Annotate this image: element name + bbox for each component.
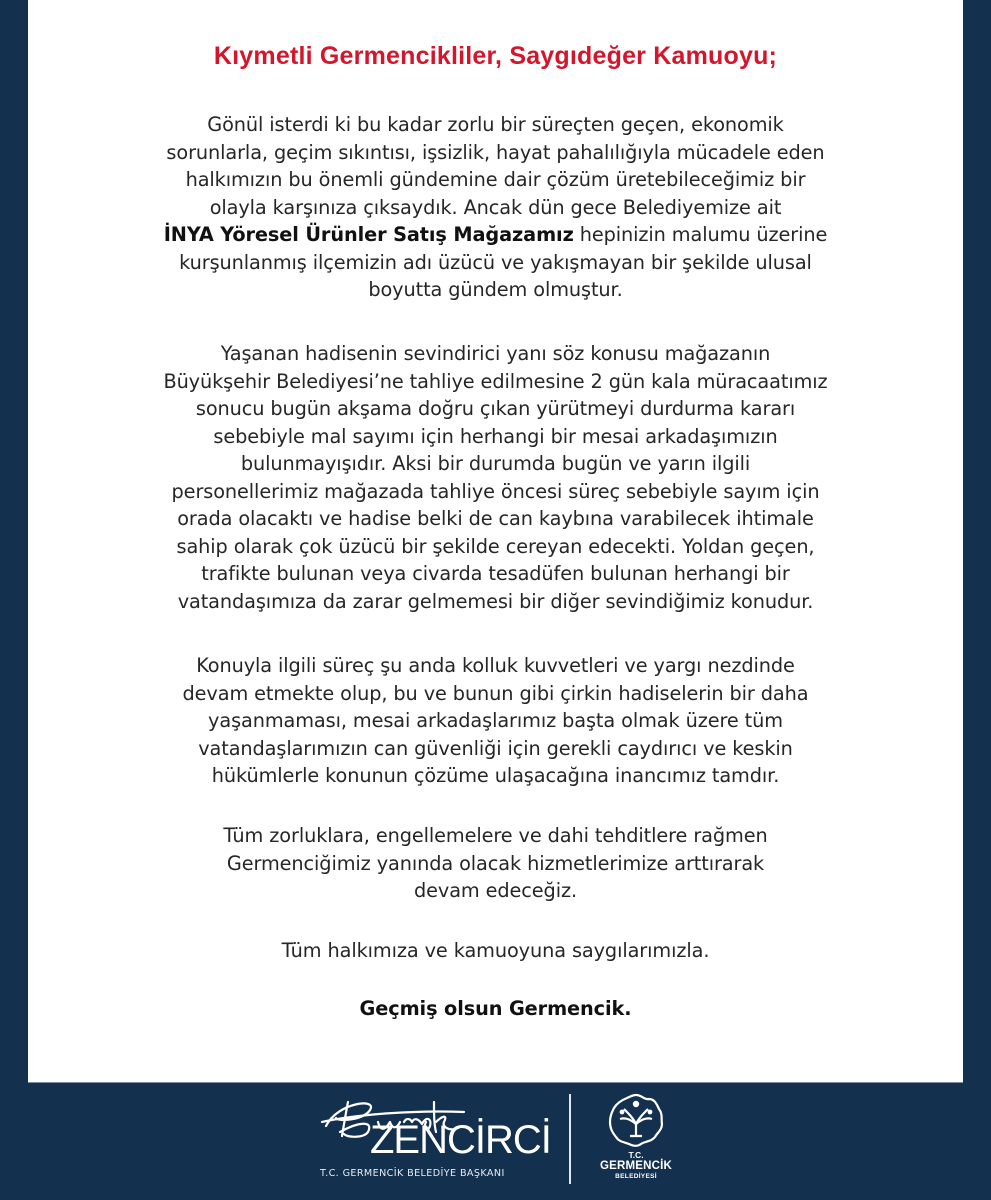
text-line: Geçmiş olsun Germencik.	[359, 997, 632, 1020]
footer-divider	[569, 1094, 571, 1184]
text-line: bulunmayışıdır. Aksi bir durumda bugün ve yarın ilgili	[240, 452, 751, 475]
paragraph-2	[88, 340, 903, 615]
text-line: olayla karşınıza çıksaydık. Ancak dün gece Belediyemize ait	[209, 195, 782, 219]
text-line: orada olacaktı ve hadise belki de can kaybına varabilecek ihtimale	[177, 507, 814, 530]
text-line: Yaşanan hadisenin sevindirici yanı söz konusu mağazanın	[220, 342, 771, 365]
municipality-logo	[592, 1092, 680, 1190]
store-name-bold: İNYA Yöresel Ürünler Satış Mağazamız	[163, 223, 574, 246]
text-line: hükümlerle konunun çözüme ulaşacağına inancımız tamdır.	[211, 764, 780, 787]
text-line: kurşunlanmış ilçemizin adı üzücü ve yakışmayan bir şekilde ulusal	[179, 250, 812, 274]
germencik-municipality-emblem-icon	[607, 1092, 665, 1148]
text-line: personellerimiz mağazada tahliye öncesi süreç sebebiyle sayım için	[171, 479, 820, 503]
text-line: vatandaşımıza da zarar gelmemesi bir diğer sevindiğimiz konudur.	[177, 589, 814, 613]
emblem-name: GERMENCİK	[599, 1160, 673, 1172]
mayor-role: T.C. GERMENCİK BELEDİYE BAŞKANI	[320, 1168, 505, 1179]
text-line: Tüm halkımıza ve kamuoyuna saygılarımızla.	[281, 939, 710, 962]
mayor-signature	[318, 1092, 551, 1192]
text-line: sorunlarla, geçim sıkıntısı, işsizlik, hayat pahalılığıyla mücadele eden	[166, 140, 825, 164]
mayor-surname: ZENCİRCİ	[370, 1118, 551, 1162]
text-line: halkımızın bu önemli gündemine dair çözüm üretebileceğimiz bir	[185, 168, 806, 191]
paragraph-1	[88, 111, 903, 304]
text-line: devam etmekte olup, bu ve bunun gibi çirkin hadiselerin bir daha	[182, 681, 809, 705]
text-line: Gönül isterdi ki bu kadar zorlu bir süreçten geçen, ekonomik	[207, 113, 784, 136]
paragraph-3	[88, 652, 903, 790]
emblem-subtitle: BELEDİYESİ	[615, 1173, 657, 1180]
text-line: Germenciğimiz yanında olacak hizmetlerimize arttırarak	[226, 851, 765, 875]
closing-regards	[88, 937, 903, 965]
statement-card	[28, 0, 963, 1082]
paragraph-4	[88, 822, 903, 905]
text-line: Büyükşehir Belediyesi’ne tahliye edilmesine 2 gün kala müracaatımız	[163, 369, 828, 393]
text-line: Konuyla ilgili süreç şu anda kolluk kuvvetleri ve yargı nezdinde	[196, 654, 795, 677]
emblem-prefix: T.C.	[628, 1150, 644, 1160]
closing-wish	[88, 995, 903, 1023]
text-line: devam edeceğiz.	[413, 879, 577, 902]
text-line: yaşanmaması, mesai arkadaşlarımız başta olmak üzere tüm	[208, 709, 783, 732]
footer-banner	[0, 1082, 991, 1200]
text-line: boyutta gündem olmuştur.	[368, 278, 623, 301]
text-line: Tüm zorluklara, engellemelere ve dahi tehditlere rağmen	[223, 824, 768, 847]
text-line	[88, 221, 903, 249]
statement-title: Kıymetli Germencikliler, Saygıdeğer Kamuoyu;	[213, 42, 778, 70]
text-line: sebebiyle mal sayımı için herhangi bir mesai arkadaşımızın	[213, 424, 778, 448]
text-fragment: hepinizin malumu üzerine	[573, 223, 828, 246]
text-line: sonucu bugün akşama doğru çıkan yürütmeyi durdurma kararı	[195, 397, 796, 420]
text-line: sahip olarak çok üzücü bir şekilde cereyan edecekti. Yoldan geçen,	[176, 534, 815, 558]
text-line: trafikte bulunan veya civarda tesadüfen bulunan herhangi bir	[201, 562, 790, 585]
text-line: vatandaşlarımızın can güvenliği için gerekli caydırıcı ve keskin	[198, 736, 793, 760]
